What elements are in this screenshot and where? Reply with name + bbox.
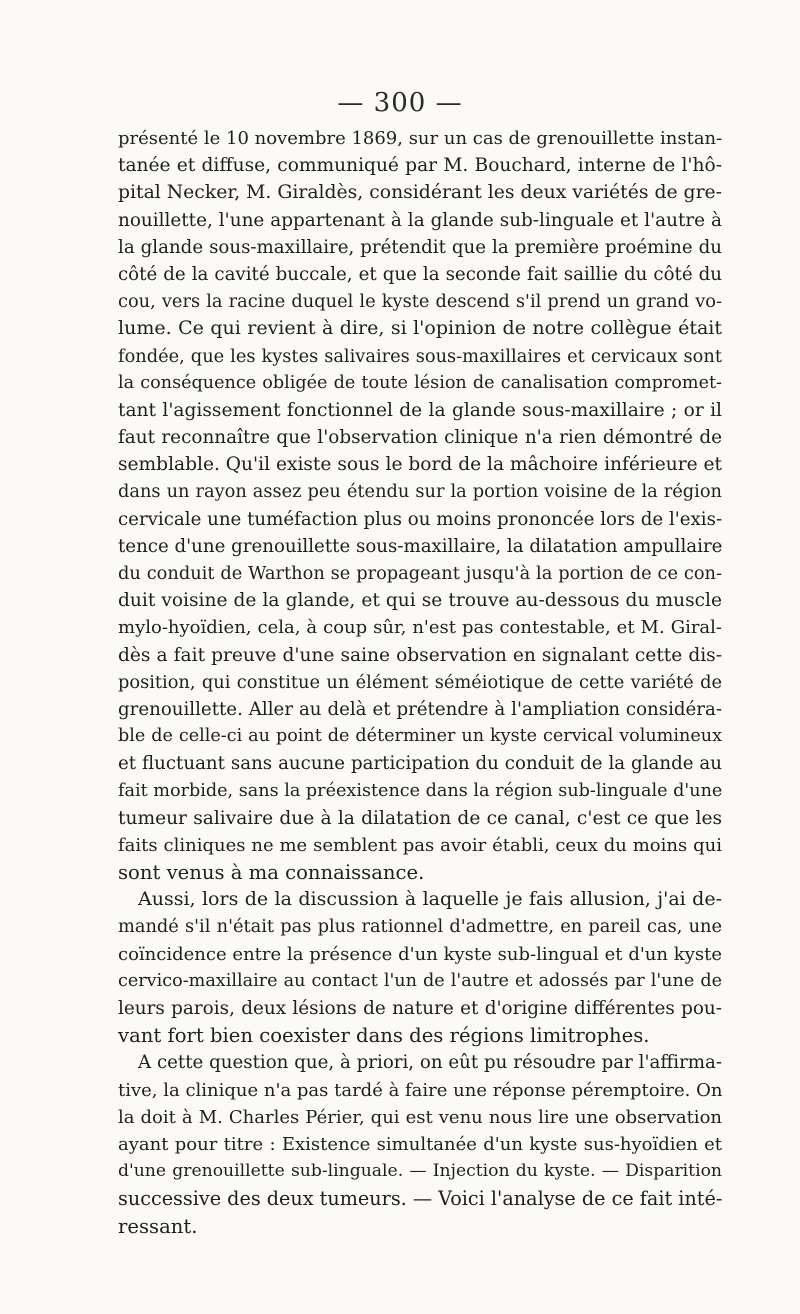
text-line: tant l'agissement fonctionnel de la glande sous-maxillaire ; or il bbox=[118, 399, 722, 421]
text-line: Aussi, lors de la discussion à laquelle je fais allusion, j'ai de- bbox=[138, 888, 722, 911]
body-text bbox=[118, 125, 722, 1240]
text-line: cou, vers la racine duquel le kyste descend s'il prend un grand vo- bbox=[118, 291, 722, 313]
text-line: tive, la clinique n'a pas tardé à faire une réponse péremptoire. On bbox=[118, 1079, 723, 1101]
text-line: faut reconnaître que l'observation clinique n'a rien démontré de bbox=[118, 427, 722, 449]
text-line: successive des deux tumeurs. — Voici l'analyse de ce fait inté- bbox=[118, 1187, 723, 1211]
text-line: mylo-hyoïdien, cela, à coup sûr, n'est pas contestable, et M. Giral- bbox=[118, 617, 722, 639]
text-line: lume. Ce qui revient à dire, si l'opinion de notre collègue était bbox=[118, 317, 722, 340]
text-line: tence d'une grenouillette sous-maxillaire, la dilatation ampullaire bbox=[118, 535, 723, 557]
text-line: nouillette, l'une appartenant à la glande sub-linguale et l'autre à bbox=[118, 209, 722, 231]
text-line: d'une grenouillette sub-linguale. — Injection du kyste. — Disparition bbox=[118, 1161, 722, 1182]
text-line: leurs parois, deux lésions de nature et d'origine différentes pou- bbox=[118, 998, 722, 1019]
text-line: pital Necker, M. Giraldès, considérant les deux variétés de gre- bbox=[118, 182, 723, 204]
text-line: cervico-maxillaire au contact l'un de l'autre et adossés par l'une de bbox=[118, 970, 722, 991]
text-line: duit voisine de la glande, et qui se trouve au-dessous du muscle bbox=[118, 590, 722, 612]
text-line: semblable. Qu'il existe sous le bord de la mâchoire inférieure et bbox=[118, 454, 722, 476]
text-line: mandé s'il n'était pas plus rationnel d'admettre, en pareil cas, une bbox=[118, 916, 722, 938]
text-line: A cette question que, à priori, on eût pu résoudre par l'affirma- bbox=[138, 1052, 722, 1074]
text-line: tanée et diffuse, communiqué par M. Bouchard, interne de l'hô- bbox=[118, 155, 722, 177]
text-line: dès a fait preuve d'une saine observation en signalant cette dis- bbox=[118, 644, 722, 666]
page-number: — 300 — bbox=[337, 88, 463, 118]
text-line: la doit à M. Charles Périer, qui est venu nous lire une observation bbox=[118, 1106, 722, 1128]
text-line: et fluctuant sans aucune participation du conduit de la glande au bbox=[118, 753, 722, 775]
text-line: ayant pour titre : Existence simultanée d'un kyste sus-hyoïdien et bbox=[118, 1133, 722, 1155]
text-line: la conséquence obligée de toute lésion de canalisation compromet- bbox=[118, 372, 722, 393]
text-line: ressant. bbox=[118, 1214, 198, 1238]
text-line: position, qui constitue un élément séméiotique de cette variété de bbox=[118, 671, 722, 693]
text-line: fondée, que les kystes salivaires sous-maxillaires et cervicaux sont bbox=[118, 345, 722, 367]
text-line: grenouillette. Aller au delà et prétendre à l'ampliation considéra- bbox=[118, 698, 722, 720]
text-line: la glande sous-maxillaire, prétendit que la première proémine du bbox=[118, 236, 722, 258]
text-line: vant fort bien coexister dans des régions limitrophes. bbox=[118, 1024, 650, 1048]
text-line: du conduit de Warthon se propageant jusqu'à la portion de ce con- bbox=[118, 563, 722, 584]
text-line: cervicale une tuméfaction plus ou moins prononcée lors de l'exis- bbox=[118, 508, 723, 530]
text-line: dans un rayon assez peu étendu sur la portion voisine de la région bbox=[118, 481, 722, 503]
text-line: présenté le 10 novembre 1869, sur un cas de grenouillette instan- bbox=[118, 128, 723, 149]
text-line: ble de celle-ci au point de déterminer un kyste cervical volumineux bbox=[118, 726, 722, 747]
text-line: faits cliniques ne me semblent pas avoir établi, ceux du moins qui bbox=[118, 834, 722, 856]
text-line: sont venus à ma connaissance. bbox=[118, 861, 425, 885]
text-line: tumeur salivaire due à la dilatation de ce canal, c'est ce que les bbox=[118, 807, 722, 829]
text-line: fait morbide, sans la préexistence dans la région sub-linguale d'une bbox=[118, 780, 723, 801]
text-line: coïncidence entre la présence d'un kyste sub-lingual et d'un kyste bbox=[118, 943, 722, 965]
text-line: côté de la cavité buccale, et que la seconde fait saillie du côté du bbox=[118, 263, 722, 285]
